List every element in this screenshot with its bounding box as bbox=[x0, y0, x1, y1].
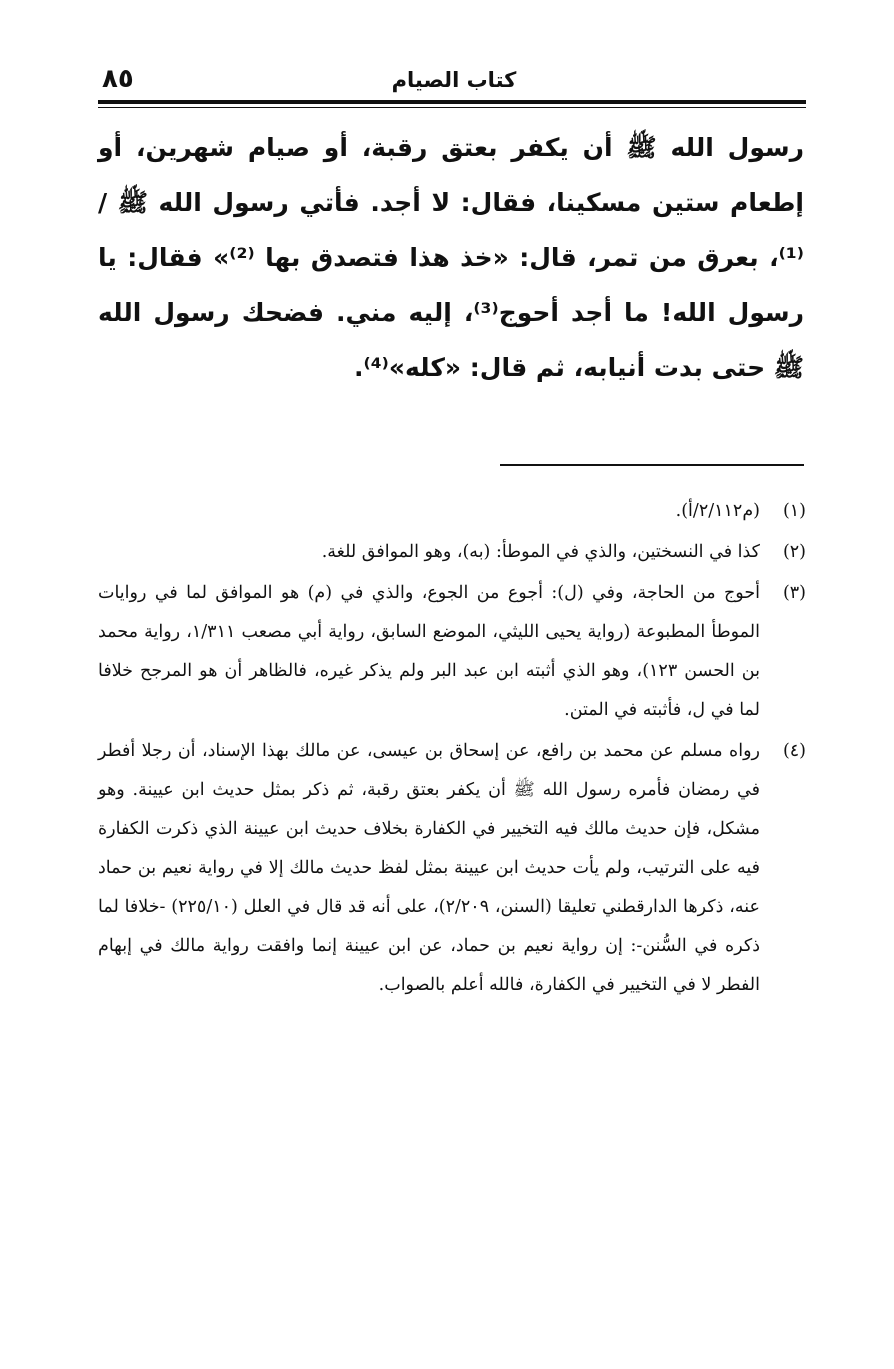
footnote-number: (٤) bbox=[782, 741, 806, 761]
footnote-1 bbox=[98, 492, 806, 531]
footnote-4 bbox=[98, 732, 806, 1005]
footnote-3 bbox=[98, 574, 806, 730]
footnote-text: رواه مسلم عن محمد بن رافع، عن إسحاق بن عيسى، عن مالك بهذا الإسناد، أن رجلا أفطر في رمضان فأمره رسول الله ﷺ أن يكفر بعتق رقبة، ثم ذكر بمثل حديث ابن عيينة. وهو مشكل، فإن حديث مالك فيه التخيير في الكفارة بخلاف حديث ابن عيينة الذي ذكرت الكفارة فيه على الترتيب، ولم يأت حديث ابن عيينة بمثل لفظ حديث مالك إلا في رواية نعيم بن حماد عنه، ذكرها الدارقطني تعليقا (السنن، ٢/٢٠٩)، على أنه قد قال في العلل (٢٢٥/١٠) -خلافا لما ذكره في السُّنن-: إن رواية نعيم بن حماد، عن ابن عيينة إنما وافقت رواية مالك في إبهام الفطر لا في التخيير في الكفارة، فالله أعلم بالصواب. bbox=[98, 741, 761, 995]
footnote-text: أحوج من الحاجة، وفي (ل): أجوع من الجوع، والذي في (م) هو الموافق لما في روايات الموطأ المطبوعة (رواية يحيى الليثي، الموضع السابق، رواية أبي مصعب ١/٣١١، رواية محمد بن الحسن ١٢٣)، وهو الذي أثبته ابن عبد البر ولم يذكر غيره، فالظاهر أن هو المرجح خلافا لما في ل، فأثبته في المتن. bbox=[98, 583, 760, 720]
footnotes bbox=[98, 492, 806, 1007]
header-rule-thick bbox=[98, 100, 806, 104]
main-text-paragraph: رسول الله ﷺ أن يكفر بعتق رقبة، أو صيام شهرين، أو إطعام ستين مسكينا، فقال: لا أجد. فأتي رسول الله ﷺ /⁽¹⁾، بعرق من تمر، قال: «خذ هذا فتصدق بها ⁽²⁾» فقال: يا رسول الله! ما أجد أحوج⁽³⁾، إليه مني. فضحك رسول الله ﷺ حتى بدت أنيابه، ثم قال: «كله»⁽⁴⁾. bbox=[98, 133, 804, 382]
page-number: ٨٥ bbox=[102, 64, 134, 94]
footnote-separator bbox=[500, 464, 804, 466]
running-title: كتاب الصيام bbox=[391, 68, 517, 92]
header-rule-thin bbox=[98, 107, 806, 108]
page-header bbox=[102, 62, 806, 102]
footnote-number: (٣) bbox=[782, 583, 806, 603]
footnote-text: (م٢/١١٢/أ). bbox=[675, 501, 760, 521]
footnote-number: (١) bbox=[782, 501, 806, 521]
footnote-text: كذا في النسختين، والذي في الموطأ: (به)، وهو الموافق للغة. bbox=[321, 542, 760, 562]
footnote-2 bbox=[98, 533, 806, 572]
footnote-number: (٢) bbox=[782, 542, 806, 562]
